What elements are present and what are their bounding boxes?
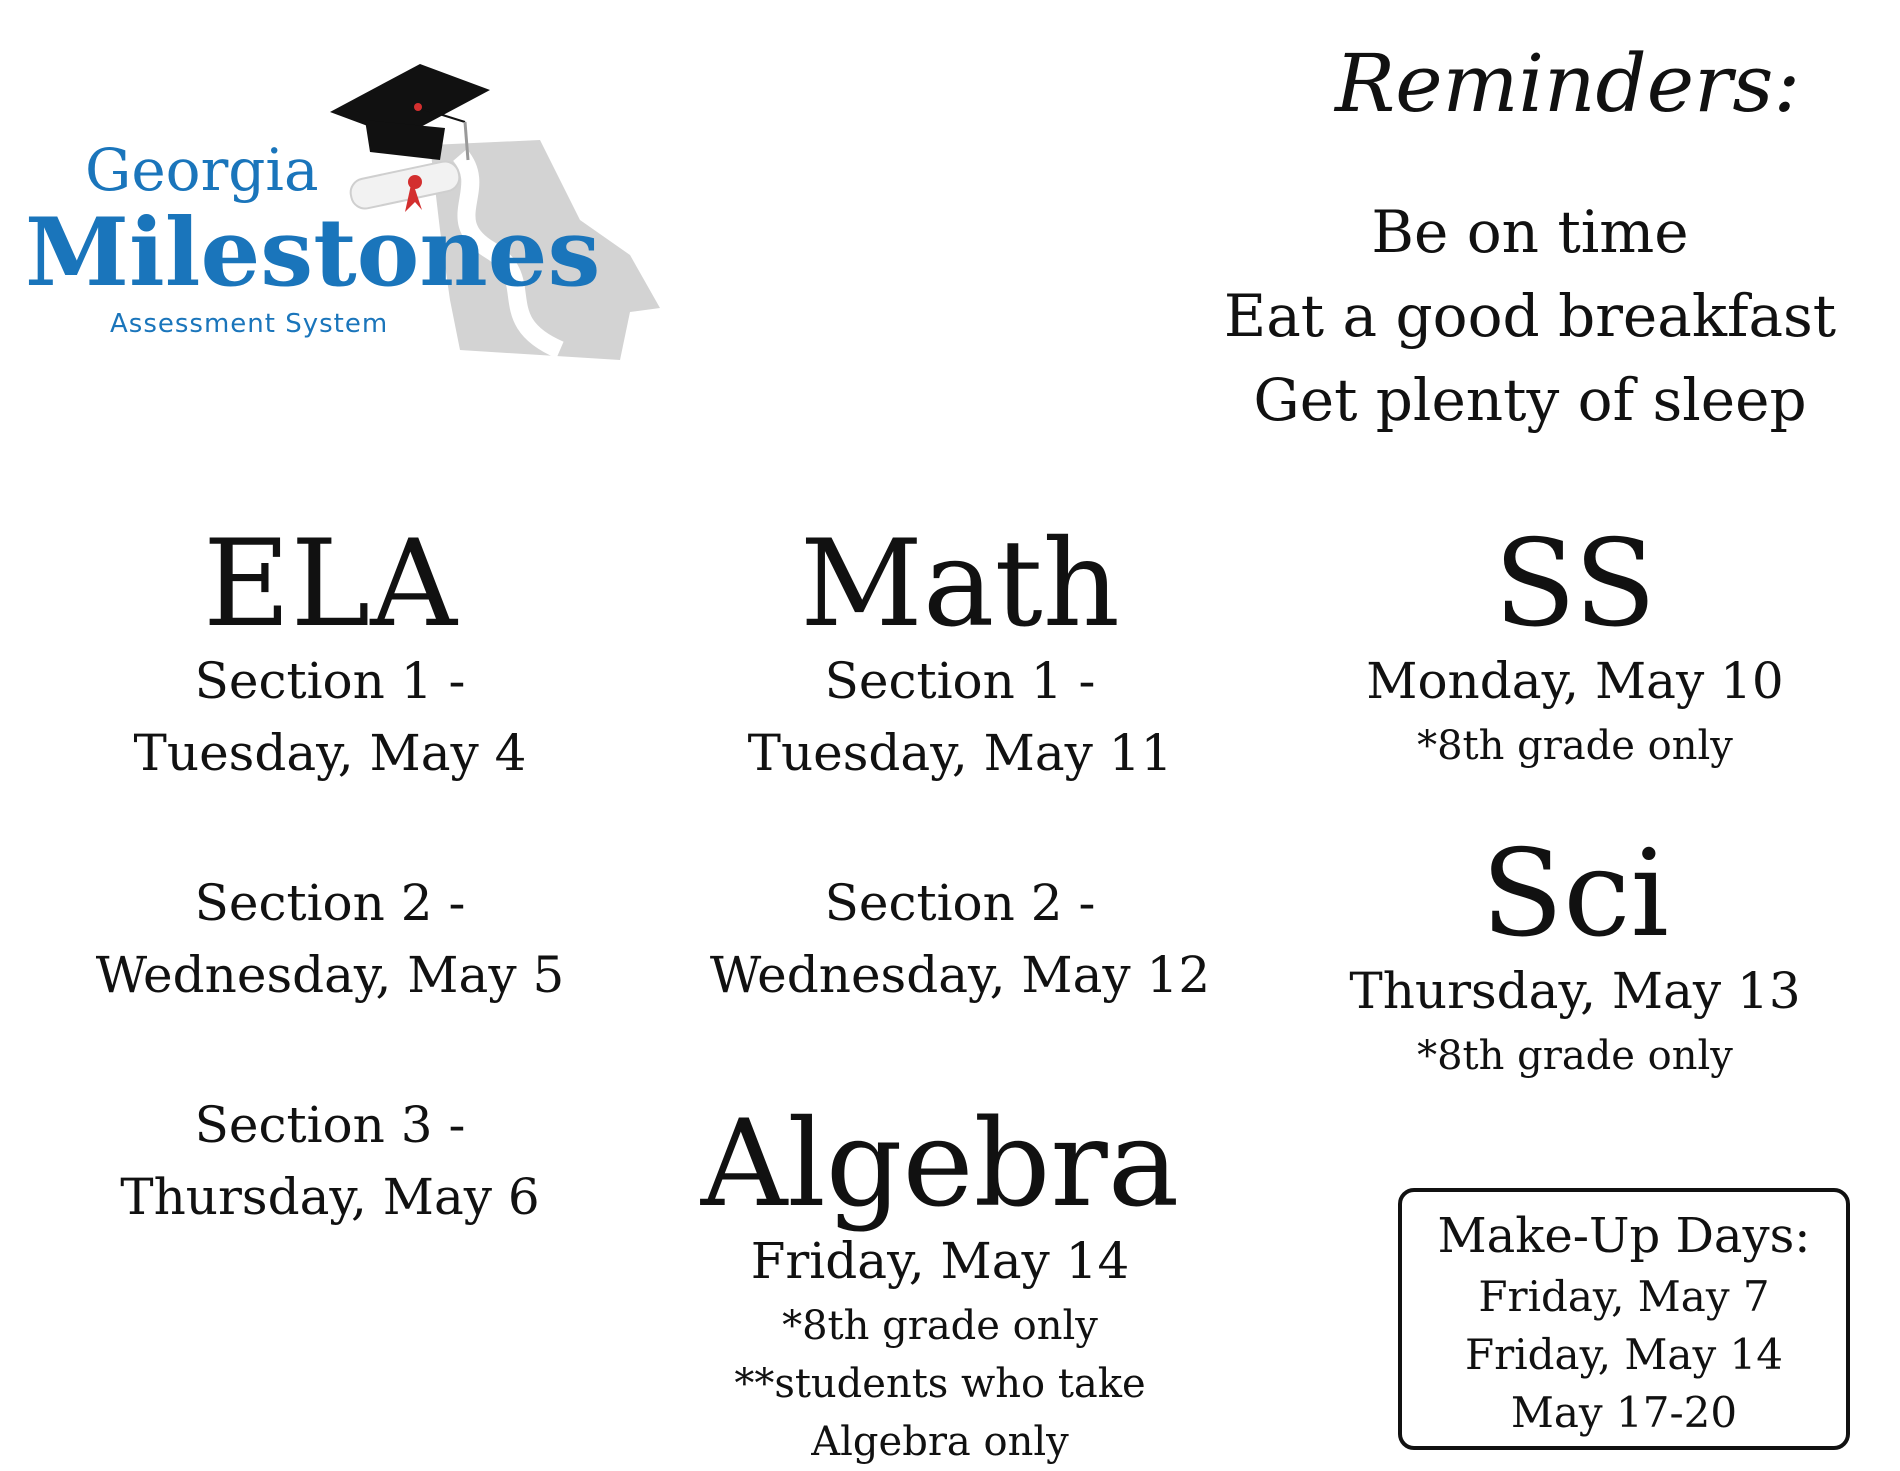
makeup-day: Friday, May 14 — [1465, 1330, 1783, 1379]
ss-note: *8th grade only — [1417, 723, 1733, 769]
logo-georgia-text: Georgia — [85, 136, 319, 204]
reminder-item: Be on time — [1371, 198, 1689, 266]
math-section-1-label: Section 1 - — [824, 652, 1096, 710]
math-schedule — [690, 515, 1230, 1011]
ela-schedule — [70, 515, 590, 1233]
reminder-item: Get plenty of sleep — [1253, 366, 1807, 434]
reminders-title: Reminders: — [1335, 37, 1801, 130]
logo-assessment-text: Assessment System — [110, 309, 389, 339]
sci-schedule — [1300, 825, 1850, 1085]
ela-section-3-date: Thursday, May 6 — [120, 1168, 540, 1226]
ela-section-3-label: Section 3 - — [194, 1096, 466, 1154]
georgia-milestones-logo — [20, 50, 680, 370]
algebra-schedule — [690, 1095, 1190, 1471]
makeup-days-title: Make-Up Days: — [1437, 1208, 1811, 1264]
math-section-2-date: Wednesday, May 12 — [709, 946, 1211, 1004]
sci-date: Thursday, May 13 — [1349, 962, 1801, 1020]
makeup-day: Friday, May 7 — [1478, 1272, 1770, 1321]
math-title: Math — [800, 515, 1120, 654]
makeup-days-box — [1398, 1188, 1850, 1450]
ss-title: SS — [1493, 515, 1657, 654]
algebra-note-1: *8th grade only — [782, 1303, 1098, 1349]
algebra-date: Friday, May 14 — [750, 1232, 1130, 1290]
ss-schedule — [1300, 515, 1850, 775]
graduation-cap-icon — [330, 64, 490, 160]
math-section-1-date: Tuesday, May 11 — [747, 724, 1173, 782]
ela-title: ELA — [203, 515, 457, 654]
makeup-day: May 17-20 — [1510, 1388, 1738, 1437]
sci-note: *8th grade only — [1417, 1033, 1733, 1079]
algebra-note-3: Algebra only — [811, 1419, 1069, 1465]
reminder-item: Eat a good breakfast — [1223, 282, 1837, 350]
ela-section-1-date: Tuesday, May 4 — [133, 724, 527, 782]
reminders-list — [1190, 190, 1870, 442]
logo-milestones-text: Milestones — [25, 198, 601, 308]
algebra-note-2: **students who take — [734, 1361, 1146, 1407]
ela-section-1-label: Section 1 - — [194, 652, 466, 710]
math-section-2-label: Section 2 - — [824, 874, 1096, 932]
algebra-title: Algebra — [700, 1095, 1180, 1234]
ela-section-2-date: Wednesday, May 5 — [95, 946, 565, 1004]
sci-title: Sci — [1481, 825, 1669, 964]
ela-section-2-label: Section 2 - — [194, 874, 466, 932]
ss-date: Monday, May 10 — [1366, 652, 1784, 710]
